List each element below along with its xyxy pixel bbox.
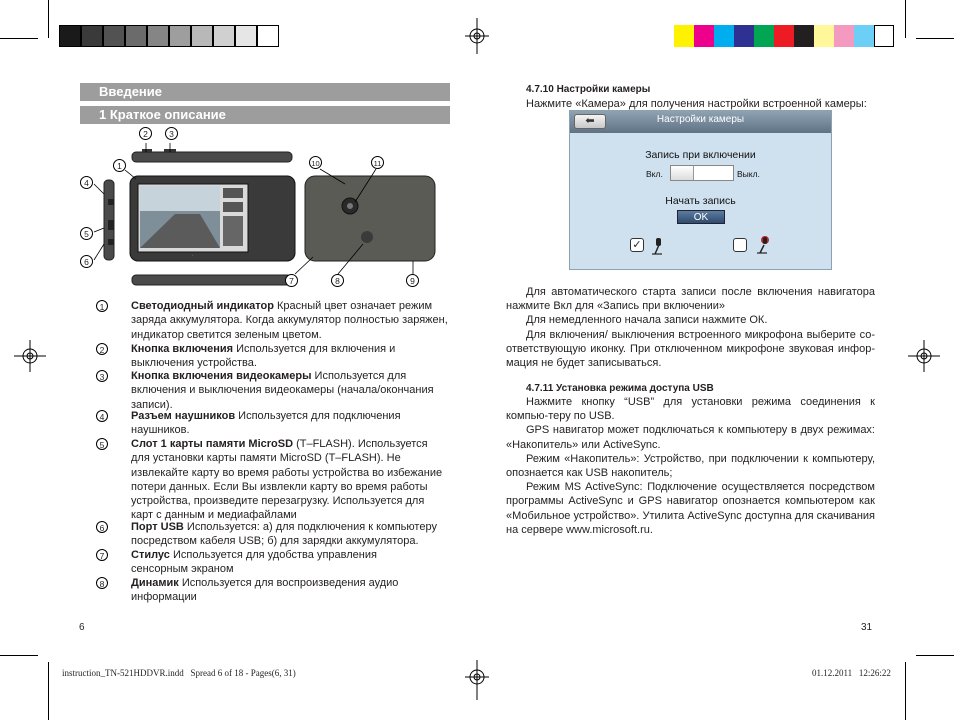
item-number: 5	[96, 438, 108, 450]
color-swatch	[794, 25, 814, 47]
gray-swatch	[169, 25, 191, 47]
callout-2: 2	[139, 127, 152, 140]
gray-swatch	[81, 25, 103, 47]
registration-target-icon	[14, 340, 46, 372]
item-title: Разъем наушников	[131, 410, 236, 422]
timestamp-slug: 01.12.2011 12:26:22	[812, 668, 891, 678]
item-title: Динамик	[131, 577, 179, 589]
record-on-start-toggle[interactable]	[670, 165, 734, 181]
item-number: 8	[96, 577, 108, 589]
callout-1: 1	[113, 159, 126, 172]
microphone-off-icon[interactable]	[755, 235, 771, 255]
device-top-view	[132, 149, 292, 162]
item-text: Используется для включения и выключения устройства.	[131, 343, 396, 370]
registration-target-icon	[465, 660, 489, 700]
item-title: Слот 1 карты памяти MicroSD	[131, 438, 294, 450]
off-label: Выкл.	[737, 169, 760, 179]
subsection-title: 1 Краткое описание	[80, 106, 450, 124]
device-illustration	[80, 124, 460, 294]
item-number: 6	[96, 521, 108, 533]
callout-4: 4	[80, 176, 93, 189]
heading-camera-settings: 4.7.10 Настройки камеры	[526, 84, 651, 95]
camera-paragraph: Для немедленного начала записи нажмите ОК.	[526, 314, 768, 327]
callout-8: 8	[331, 274, 344, 287]
item-text: Используется для подключения наушников.	[131, 410, 401, 437]
item-title: Кнопка включения	[131, 343, 234, 355]
color-swatch	[854, 25, 874, 47]
color-swatch	[734, 25, 754, 47]
camera-settings-screen	[569, 110, 832, 270]
color-swatch	[874, 25, 894, 47]
device-front-view	[130, 176, 295, 261]
screen-title: Настройки камеры	[656, 114, 745, 125]
ok-button[interactable]: OK	[677, 210, 725, 224]
item-number: 7	[96, 549, 108, 561]
item-title: Порт USB	[131, 521, 184, 533]
callout-3: 3	[165, 127, 178, 140]
item-number: 2	[96, 343, 108, 355]
color-swatch	[814, 25, 834, 47]
usb-paragraph: Нажмите кнопку “USB” для установки режима соединения к компью-теру по USB.	[506, 396, 875, 423]
callout-5: 5	[80, 227, 93, 240]
on-label: Вкл.	[646, 169, 663, 179]
checkbox-checked-icon[interactable]: ✓	[630, 238, 644, 252]
color-swatch	[774, 25, 794, 47]
color-swatch	[714, 25, 734, 47]
gray-swatch	[191, 25, 213, 47]
item-text: Используется для удобства управления сенсорным экраном	[131, 549, 377, 576]
callout-11: 11	[371, 156, 384, 169]
camera-paragraph: Для включения/ выключения встроенного микрофона выберите со-ответствующую иконку. При отключенном микрофоне звуковая инфор-мация не будет записываться.	[506, 328, 875, 370]
start-record-label: Начать запись	[665, 195, 736, 207]
usb-paragraph: Режим «Накопитель»: Устройство, при подключении к компьютеру, опознается как USB накопитель;	[506, 452, 875, 480]
item-text: Красный цвет означает режим заряда аккумулятора. Когда аккумулятор полностью заряжен, индикатор светится зеленым цветом.	[131, 300, 448, 341]
back-arrow-icon[interactable]: ⬅	[574, 114, 606, 129]
record-on-start-label: Запись при включении	[645, 149, 756, 161]
usb-paragraphs	[506, 395, 875, 537]
device-bottom-view	[132, 275, 292, 285]
gray-swatch	[257, 25, 279, 47]
registration-target-icon	[908, 340, 940, 372]
item-text: Используется: а) для подключения к компьютеру посредством кабеля USB; б) для зарядки аккумулятора.	[131, 521, 437, 548]
camera-intro-text: Нажмите «Камера» для получения настройки встроенной камеры:	[526, 98, 867, 110]
callout-10: 10	[309, 156, 322, 169]
toggle-knob	[671, 166, 694, 180]
page-number-left: 6	[79, 622, 85, 633]
gray-swatch	[59, 25, 81, 47]
svg-text:.: .	[192, 252, 194, 257]
item-title: Светодиодный индикатор	[131, 300, 274, 312]
color-swatch	[834, 25, 854, 47]
registration-target-icon	[465, 18, 489, 54]
checkbox-unchecked-icon[interactable]	[733, 238, 747, 252]
gray-swatch	[147, 25, 169, 47]
item-title: Стилус	[131, 549, 170, 561]
item-number: 1	[96, 300, 108, 312]
item-text: Используется для включения и выключения видеокамеры (начала/окончания записи).	[131, 370, 434, 411]
heading-usb-mode: 4.7.11 Установка режима доступа USB	[526, 383, 714, 394]
gray-swatch	[125, 25, 147, 47]
microphone-on-icon[interactable]	[650, 236, 666, 256]
item-text: Используется для воспроизведения аудио информации	[131, 577, 399, 604]
page-number-right: 31	[861, 622, 873, 633]
camera-paragraphs	[506, 285, 875, 370]
item-title: Кнопка включения видеокамеры	[131, 370, 312, 382]
callout-9: 9	[406, 274, 419, 287]
usb-paragraph: Режим MS ActiveSync: Подключение осуществляется посредством программы ActiveSync и GPS навигатор опознается компьютером как «Мобильное устройство». Утилита ActiveSync доступна для скачивания на сервере www.microsoft.ru.	[506, 481, 875, 536]
callout-6: 6	[80, 255, 93, 268]
color-swatch	[694, 25, 714, 47]
color-swatch	[754, 25, 774, 47]
gray-swatch	[235, 25, 257, 47]
device-side-view	[104, 180, 114, 260]
device-back-view	[305, 176, 435, 261]
camera-paragraph: Для автоматического старта записи после включения навигатора нажмите Вкл для «Запись при включении»	[506, 286, 875, 313]
file-info-slug: instruction_TN-521HDDVR.indd Spread 6 of 18 - Pages(6, 31)	[62, 668, 296, 678]
item-text: (T–FLASH). Используется для установки карты памяти MicroSD (T–FLASH). Не извлекайте карту во время работы устройства во избежание потери данных. Если Вы извлекли карту во время работы устройства, произведите перезагрузку. Используется для карт с данным и медиафайлами	[131, 438, 443, 522]
color-swatch	[674, 25, 694, 47]
usb-paragraph: GPS навигатор может подключаться к компьютеру в двух режимах: «Накопитель» или ActiveSync.	[506, 424, 875, 451]
callout-7: 7	[285, 274, 298, 287]
section-title: Введение	[80, 83, 450, 101]
item-number: 3	[96, 370, 108, 382]
item-number: 4	[96, 410, 108, 422]
gray-swatch	[103, 25, 125, 47]
gray-swatch	[213, 25, 235, 47]
